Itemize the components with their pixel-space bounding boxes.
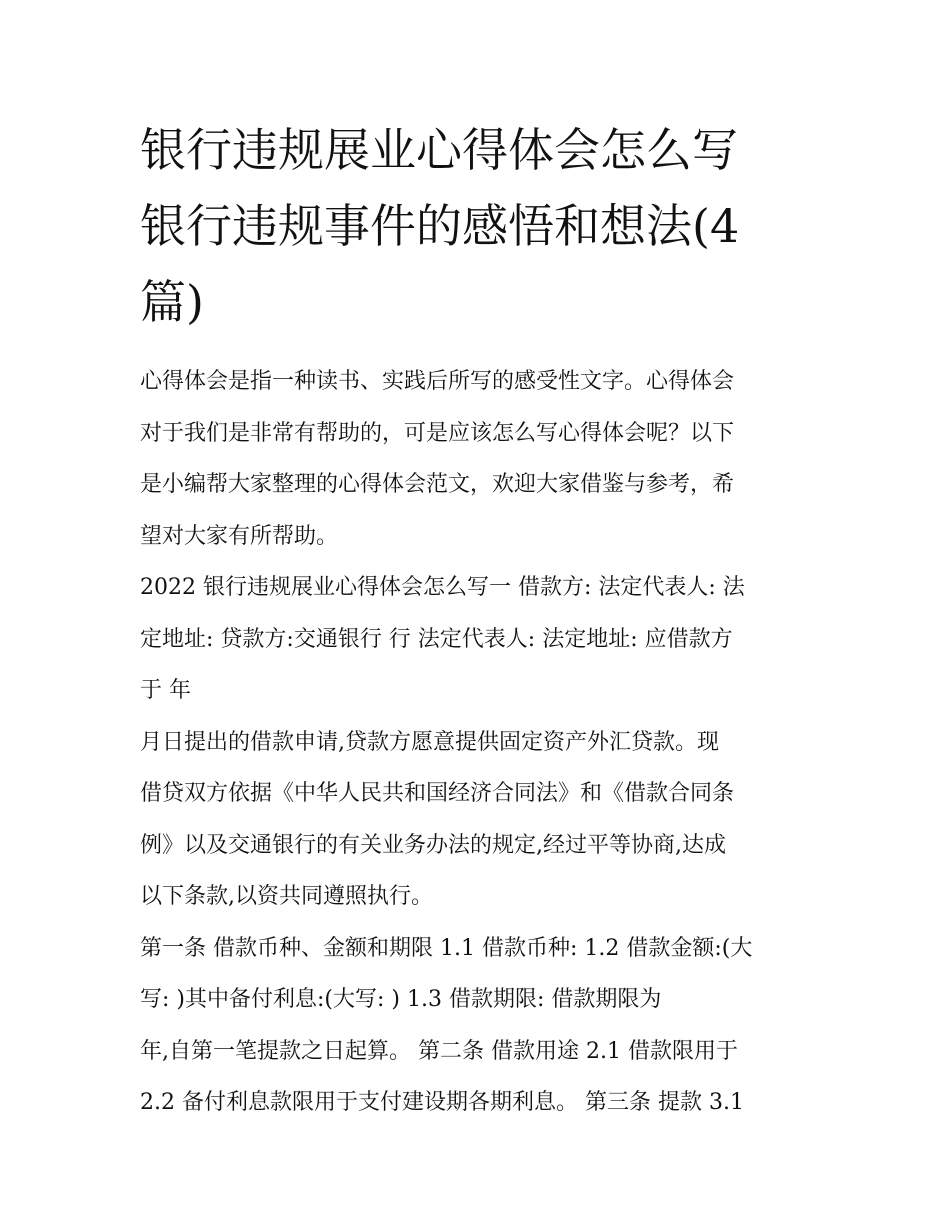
body-line: 月日提出的借款申请,贷款方愿意提供固定资产外汇贷款。现 bbox=[140, 729, 719, 755]
body-line: 望对大家有所帮助。 bbox=[140, 523, 339, 549]
body-line: 2.2 备付利息款限用于支付建设期各期利息。 第三条 提款 3.1 bbox=[140, 1090, 744, 1115]
body-line: 定地址: 贷款方:交通银行 行 法定代表人: 法定地址: 应借款方 bbox=[140, 626, 733, 652]
title-line: 银行违规事件的感悟和想法(4 bbox=[140, 199, 740, 253]
body-line: 第一条 借款币种、金额和期限 1.1 借款币种: 1.2 借款金额:(大 bbox=[140, 935, 753, 961]
body-line: 对于我们是非常有帮助的，可是应该怎么写心得体会呢？以下 bbox=[140, 420, 735, 446]
body-line: 2022 银行违规展业心得体会怎么写一 借款方: 法定代表人: 法 bbox=[140, 575, 745, 600]
body-line: 年,自第一笔提款之日起算。 第二条 借款用途 2.1 借款限用于 bbox=[140, 1038, 738, 1064]
document-body bbox=[140, 356, 820, 1129]
body-line: 例》以及交通银行的有关业务办法的规定,经过平等协商,达成 bbox=[140, 832, 726, 858]
body-line: 心得体会是指一种读书、实践后所写的感受性文字。心得体会 bbox=[140, 369, 735, 394]
title-line: 篇) bbox=[140, 275, 204, 329]
body-line: 是小编帮大家整理的心得体会范文，欢迎大家借鉴与参考，希 bbox=[140, 472, 735, 497]
body-line: 借贷双方依据《中华人民共和国经济合同法》和《借款合同条 bbox=[140, 781, 735, 806]
title-line: 银行违规展业心得体会怎么写 bbox=[140, 123, 738, 177]
body-line: 于 年 bbox=[140, 678, 191, 703]
body-line: 以下条款,以资共同遵照执行。 bbox=[140, 884, 433, 909]
body-line: 写: )其中备付利息:(大写: ) 1.3 借款期限: 借款期限为 bbox=[140, 987, 662, 1012]
document-title bbox=[140, 112, 820, 340]
